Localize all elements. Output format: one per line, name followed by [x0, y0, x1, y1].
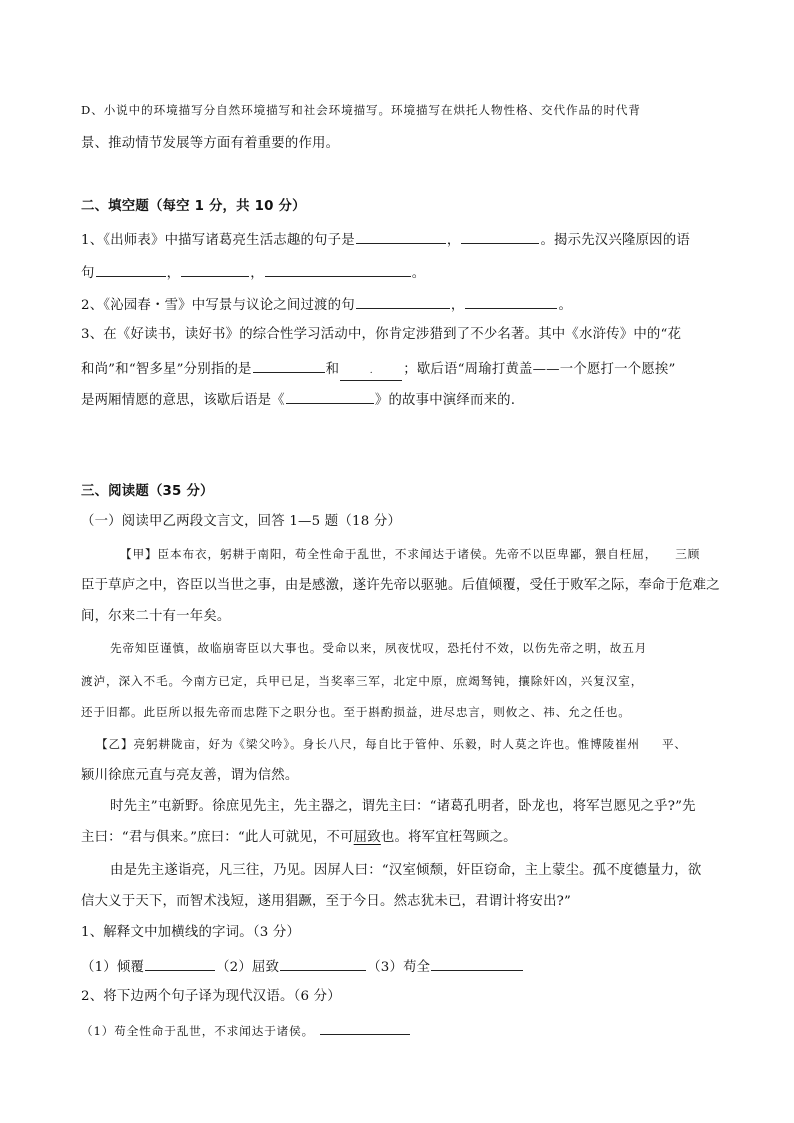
jia-p1-line2: 臣于草庐之中，咨臣以当世之事，由是感激，遂许先帝以驱驰。后值倾覆，受任于败军之际，奉命于危难之 [81, 578, 720, 593]
yi-p3-line1: 由是先主遂诣亮，凡三往，乃见。因屏人曰：“汉室倾颓，奸臣窃命，主上蒙尘。孤不度德量力，欲 [110, 863, 702, 878]
jia-p2-line1: 先帝知臣谨慎，故临崩寄臣以大事也。受命以来，夙夜忧叹，恐托付不效，以伤先帝之明，故五月 [110, 641, 648, 655]
q2-blank-2[interactable] [465, 294, 557, 309]
q3-and: 和 [325, 362, 340, 377]
q2-item-1: （1）苟全性命于乱世，不求闻达于诸侯。 [81, 1024, 315, 1038]
q1-blank-3[interactable] [96, 262, 166, 277]
yi-p3-line2: 信大义于天下，而智术浅短，遂用猖蹶，至于今日。然志犹未已，君谓计将安出?” [81, 894, 572, 909]
q1-blank-1[interactable] [356, 229, 446, 244]
q1-item-1: （1）倾覆 [81, 960, 145, 975]
underlined-word-quzhi: 屈致 [353, 830, 381, 845]
yi-p2-line2-a: 主曰：“君与俱来。”庶曰：“此人可就见，不可 [81, 830, 354, 845]
reading-question-1: 1、解释文中加横线的字词。（3 分） [81, 925, 301, 940]
q2-end: 。 [558, 298, 573, 313]
q1-item-3-blank[interactable] [431, 956, 523, 971]
yi-p1-line1-a: 【乙】亮躬耕陇亩，好为《梁父吟》。身长八尺，每自比于管仲、乐毅，时人莫之许也。惟博陵崔州 [96, 737, 640, 751]
q1-blank-5[interactable] [265, 262, 411, 277]
fill-question-3-line2 [81, 358, 676, 381]
q1-blank-2[interactable] [461, 229, 539, 244]
jia-p2-line3: 还于旧都。此臣所以报先帝而忠陛下之职分也。至于斟酌损益，进尽忠言，则攸之、祎、允之任也。 [81, 705, 631, 719]
jia-p1-line1 [120, 545, 700, 563]
q3-line3-text-a: 是两厢情愿的意思，该歇后语是《 [81, 393, 285, 408]
jia-p1-line3: 间，尔来二十有一年矣。 [81, 609, 231, 624]
q2-blank-1[interactable] [356, 294, 450, 309]
fill-question-3-line3 [81, 389, 515, 410]
reading-question-1-items [81, 956, 524, 977]
yi-p1-line1 [96, 735, 687, 753]
q1-comma: ， [446, 233, 461, 248]
q1-text-a: 1、《出师表》中描写诸葛亮生活志趣的句子是 [81, 233, 355, 248]
q1-line2-comma2: ， [250, 266, 264, 281]
q1-item-3: （3）苟全 [367, 960, 431, 975]
q1-line2-end: 。 [411, 266, 426, 281]
q3-blank-2[interactable] [340, 366, 402, 381]
reading-question-2: 2、将下边两个句子译为现代汉语。（6 分） [81, 989, 341, 1004]
q2-text: 2、《沁园春・雪》中写景与议论之间过渡的句 [81, 298, 355, 313]
q2-item-1-blank[interactable] [320, 1020, 410, 1035]
q3-blank-3[interactable] [286, 389, 374, 404]
jia-p1-line1-a: 【甲】臣本布衣，躬耕于南阳，苟全性命于乱世，不求闻达于诸侯。先帝不以臣卑鄙，猥自枉屈， [120, 547, 658, 561]
q1-item-2-blank[interactable] [280, 956, 366, 971]
fill-question-3-line1: 3、在《好读书，读好书》的综合性学习活动中，你肯定涉猎到了不少名著。其中《水浒传》中的“花 [81, 327, 682, 342]
q1-blank-4[interactable] [181, 262, 249, 277]
section2-heading: 二、填空题（每空 1 分，共 10 分） [81, 199, 306, 214]
option-d-line2: 景、推动情节发展等方面有着重要的作用。 [81, 136, 340, 151]
q1-line2-prefix: 句 [81, 266, 95, 281]
sub1-instruction: （一）阅读甲乙两段文言文，回答 1—5 题（18 分） [81, 514, 402, 529]
q2-comma: ， [450, 298, 465, 313]
q1-text-b: 。揭示先汉兴隆原因的语 [540, 233, 690, 248]
section3-heading: 三、阅读题（35 分） [81, 484, 214, 499]
option-d-line1: D、小说中的环境描写分自然环境描写和社会环境描写。环境描写在烘托人物性格、交代作品的时代背 [81, 103, 641, 117]
q3-line2-text-b: ；歇后语“周瑜打黄盖——一个愿打一个愿挨” [403, 362, 676, 377]
q3-line2-text-a: 和尚”和“智多星”分别指的是 [81, 362, 252, 377]
yi-p2-line2-b: 也。将军宜枉驾顾之。 [380, 830, 517, 845]
reading-question-2-item1 [81, 1020, 411, 1040]
yi-p2-line2 [81, 829, 517, 847]
q1-item-2: （2）屈致 [216, 960, 280, 975]
fill-question-2 [81, 294, 572, 315]
q3-blank-dot: . [369, 366, 373, 376]
yi-p1-line1-b: 平、 [661, 737, 687, 751]
q1-item-1-blank[interactable] [145, 956, 215, 971]
yi-p1-line2: 颍川徐庶元直与亮友善，谓为信然。 [81, 768, 299, 783]
q3-blank-1[interactable] [253, 358, 325, 373]
q1-line2-comma1: ， [166, 266, 181, 281]
fill-question-1-line2 [81, 262, 425, 283]
q3-line3-text-b: 》的故事中演绎而来的. [374, 393, 516, 408]
jia-p2-line2: 渡泸，深入不毛。今南方已定，兵甲已足，当奖率三军，北定中原，庶竭驽钝，攘除奸凶，兴复汉室， [81, 674, 644, 688]
jia-p1-line1-b: 三顾 [675, 547, 701, 561]
fill-question-1 [81, 229, 690, 250]
yi-p2-line1: 时先主”屯新野。徐庶见先主，先主器之，谓先主曰：“诸葛孔明者，卧龙也，将军岂愿见之乎?”先 [110, 799, 696, 814]
